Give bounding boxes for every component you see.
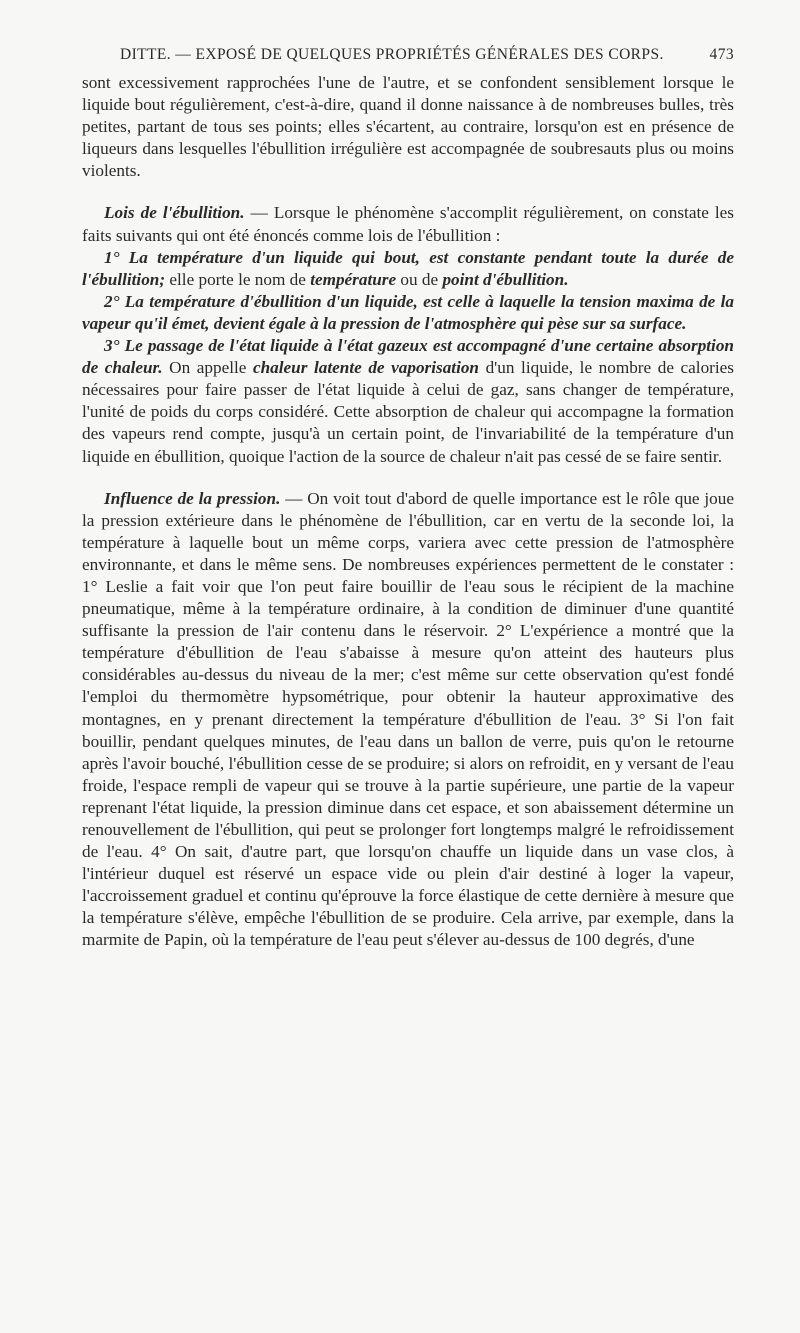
term: chaleur latente de vaporisation <box>252 358 479 378</box>
paragraph-text: — On voit tout d'abord de quelle importance est le rôle que joue la pression extérieure dans le phénomène de l'ébullition, car en vertu de la seconde loi, la température à laquelle bout un même corps, variera avec cette pression de l'atmosphère environnante, et dans le même sens. De nombreuses expériences permettent de le constater : 1° Leslie a fait voir que l'on peut faire bouillir de l'eau sous le récipient de la machine pneumatique, même à la température ordinaire, à la condition de diminuer d'une quantité suffisante la pression de l'air contenu dans le réservoir. 2° L'expérience a montré que la température d'ébullition de l'eau s'abaisse à mesure qu'on atteint des hauteurs plus considérables au-dessus du niveau de la mer; c'est même sur cette observation qu'est fondé l'emploi du thermomètre hypsométrique, pour obtenir la hauteur approximative des montagnes, en y prenant directement la température d'ébullition de l'eau. 3° Si l'on fait bouillir, pendant quelques minutes, de l'eau dans un ballon de verre, puis qu'on le retourne après l'avoir bouché, l'ébullition cesse de se produire; si alors on refroidit, en y versant de l'eau froide, l'espace rempli de vapeur qui se trouve à la partie supérieure, une partie de la vapeur reprenant l'état liquide, la pression diminue dans cet espace, et son abaissement détermine un renouvellement de l'ébullition, qui peut se prolonger fort longtemps malgré le refroidissement de l'eau. 4° On sait, d'autre part, que lorsqu'on chauffe un liquide dans un vase clos, à l'intérieur duquel est réservé un espace vide ou plein d'air destiné à loger la vapeur, l'accroissement graduel et continu qu'éprouve la force élastique de cette dernière à mesure que la température s'élève, empêche l'ébullition de se produire. Cela arrive, par exemple, dans la marmite de Papin, où la température de l'eau peut s'élever au-dessus de 100 degrés, d'une <box>82 488 734 950</box>
running-title: DITTE. — EXPOSÉ DE QUELQUES PROPRIÉTÉS GÉNÉRALES DES CORPS. <box>120 46 664 63</box>
section-heading: Influence de la pression. <box>104 488 281 508</box>
section-lois-ebullition <box>82 202 734 246</box>
paragraph-text: ou de <box>396 269 443 289</box>
law-1 <box>82 247 734 291</box>
law-2 <box>82 291 734 335</box>
text-body <box>82 72 734 952</box>
paragraph-continuation <box>82 72 734 182</box>
running-header <box>82 46 734 70</box>
page-number: 473 <box>709 46 734 63</box>
law-statement: 3° Le passage de l'état liquide à l'état gazeux est accompagné d'une certaine absorption de chaleur. <box>82 336 734 378</box>
paragraph-text: sont excessivement rapprochées l'une de l'autre, et se confondent sensiblement lorsque le liquide bout régulièrement, c'est-à-dire, quand il donne naissance à de nombreuses bulles, très petites, partant de tous ses points; elles s'écartent, au contraire, lorsqu'on est en présence de liqueurs dans lesquelles l'ébullition irrégulière est accompagnée de soubresauts plus ou moins violents. <box>82 73 734 181</box>
paragraph-text: — Lorsque le phénomène s'accomplit régulièrement, on constate les faits suivants qui ont été énoncés comme lois de l'ébullition : <box>82 203 734 245</box>
paragraph-text: elle porte le nom de <box>165 269 311 289</box>
term: point d'ébullition. <box>442 269 569 289</box>
law-statement: 1° La température d'un liquide qui bout, est constante pendant toute la durée de l'ébullition; <box>82 247 734 289</box>
term: température <box>310 269 397 289</box>
section-heading: Lois de l'ébullition. <box>104 203 245 223</box>
law-statement: 2° La température d'ébullition d'un liquide, est celle à laquelle la tension maxima de la vapeur qu'il émet, devient égale à la pression de l'atmosphère qui pèse sur sa surface. <box>82 291 734 333</box>
paragraph-text: On appelle <box>162 358 253 378</box>
paragraph-text: d'un liquide, le nombre de calories nécessaires pour faire passer de l'état liquide à celui de gaz, sans changer de température, l'unité de poids du corps considéré. Cette absorption de chaleur qui accompagne la formation des vapeurs rend compte, jusqu'à un certain point, de l'invariabilité de la température d'un liquide en ébullition, quoique l'action de la source de chaleur n'ait pas cessé de se faire sentir. <box>82 358 734 466</box>
section-influence-pression <box>82 488 734 952</box>
law-3 <box>82 335 734 468</box>
